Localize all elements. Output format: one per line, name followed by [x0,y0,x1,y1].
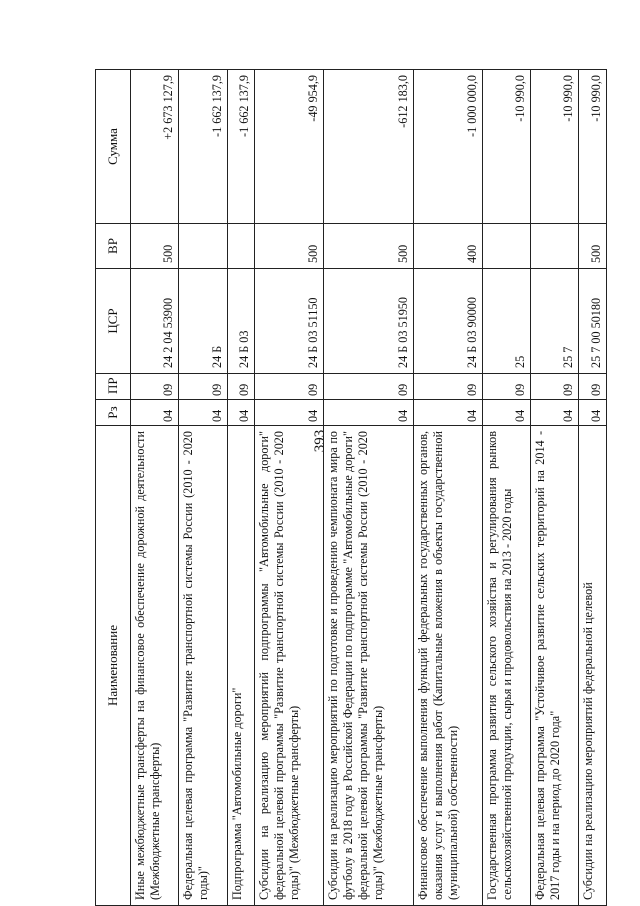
row-vr: 500 [255,224,324,269]
table-row [579,70,607,906]
row-name: Подпрограмма "Автомобильные дороги" [227,426,255,906]
row-sum: -1 662 137,9 [179,70,227,224]
row-name: Субсидии на реализацию мероприятий по подготовке и проведению чемпионата мира по футболу в 2018 году в Российской Федерации по подпрограмме "Автомобильные дороги" федеральной целевой программы "Развитие транспортной системы России (2010 - 2020 годы)" (Межбюджетные трансферты) [324,426,414,906]
row-vr: 500 [324,224,414,269]
row-rz: 04 [227,400,255,426]
row-csr: 25 7 00 50180 [579,269,607,374]
budget-table-container [95,70,607,906]
row-vr [179,224,227,269]
row-csr: 24 Б 03 51950 [324,269,414,374]
header-csr: ЦСР [96,269,131,374]
table-row [255,70,324,906]
row-csr: 25 7 [531,269,579,374]
row-csr: 24 Б 03 51150 [255,269,324,374]
row-rz: 04 [324,400,414,426]
table-row [131,70,179,906]
row-pr: 09 [179,374,227,400]
row-name: Иные межбюджетные трансферты на финансовое обеспечение дорожной деятельности (Межбюджетные трансферты) [131,426,179,906]
header-rz: Рз [96,400,131,426]
row-rz: 04 [255,400,324,426]
row-pr: 09 [255,374,324,400]
row-pr: 09 [531,374,579,400]
row-pr: 09 [131,374,179,400]
row-name: Субсидии на реализацию мероприятий федеральной целевой [579,426,607,906]
row-rz: 04 [531,400,579,426]
row-name: Государственная программа развития сельского хозяйства и регулирования рынков сельскохозяйственной продукции, сырья и продовольствия на 2013 - 2020 годы [482,426,530,906]
table-header-row [96,70,131,906]
row-rz: 04 [413,400,482,426]
row-pr: 09 [324,374,414,400]
row-sum: -1 662 137,9 [227,70,255,224]
table-row [227,70,255,906]
header-name: Наименование [96,426,131,906]
header-sum: Сумма [96,70,131,224]
row-name: Субсидии на реализацию мероприятий подпрограммы "Автомобильные дороги" федеральной целевой программы "Развитие транспортной системы России (2010 - 2020 годы)" (Межбюджетные трансферты) [255,426,324,906]
row-pr: 09 [482,374,530,400]
header-pr: ПР [96,374,131,400]
row-sum: -10 990,0 [482,70,530,224]
table-row [179,70,227,906]
row-rz: 04 [131,400,179,426]
row-pr: 09 [579,374,607,400]
row-pr: 09 [227,374,255,400]
header-vr: ВР [96,224,131,269]
row-sum: -49 954,9 [255,70,324,224]
row-vr [227,224,255,269]
table-row [324,70,414,906]
row-sum: -10 990,0 [579,70,607,224]
table-row [413,70,482,906]
row-vr [531,224,579,269]
row-name: Финансовое обеспечение выполнения функций федеральных государственных органов, оказания услуг и выполнения работ (Капитальные вложения в объекты государственной (муниципальной) собственности) [413,426,482,906]
row-csr: 24 Б 03 90000 [413,269,482,374]
row-csr: 24 Б [179,269,227,374]
row-sum: -1 000 000,0 [413,70,482,224]
row-vr: 400 [413,224,482,269]
row-name: Федеральная целевая программа "Устойчивое развитие сельских территорий на 2014 - 2017 годы и на период до 2020 года" [531,426,579,906]
row-rz: 04 [579,400,607,426]
row-vr: 500 [131,224,179,269]
row-csr: 25 [482,269,530,374]
row-pr: 09 [413,374,482,400]
page-number: 393 [312,429,328,453]
row-csr: 24 2 04 53900 [131,269,179,374]
row-sum: -10 990,0 [531,70,579,224]
row-vr [482,224,530,269]
row-rz: 04 [179,400,227,426]
budget-table [95,69,607,906]
row-vr: 500 [579,224,607,269]
table-row [531,70,579,906]
table-row [482,70,530,906]
row-name: Федеральная целевая программа "Развитие транспортной системы России (2010 - 2020 годы)" [179,426,227,906]
row-sum: +2 673 127,9 [131,70,179,224]
row-csr: 24 Б 03 [227,269,255,374]
row-sum: -612 183,0 [324,70,414,224]
row-rz: 04 [482,400,530,426]
